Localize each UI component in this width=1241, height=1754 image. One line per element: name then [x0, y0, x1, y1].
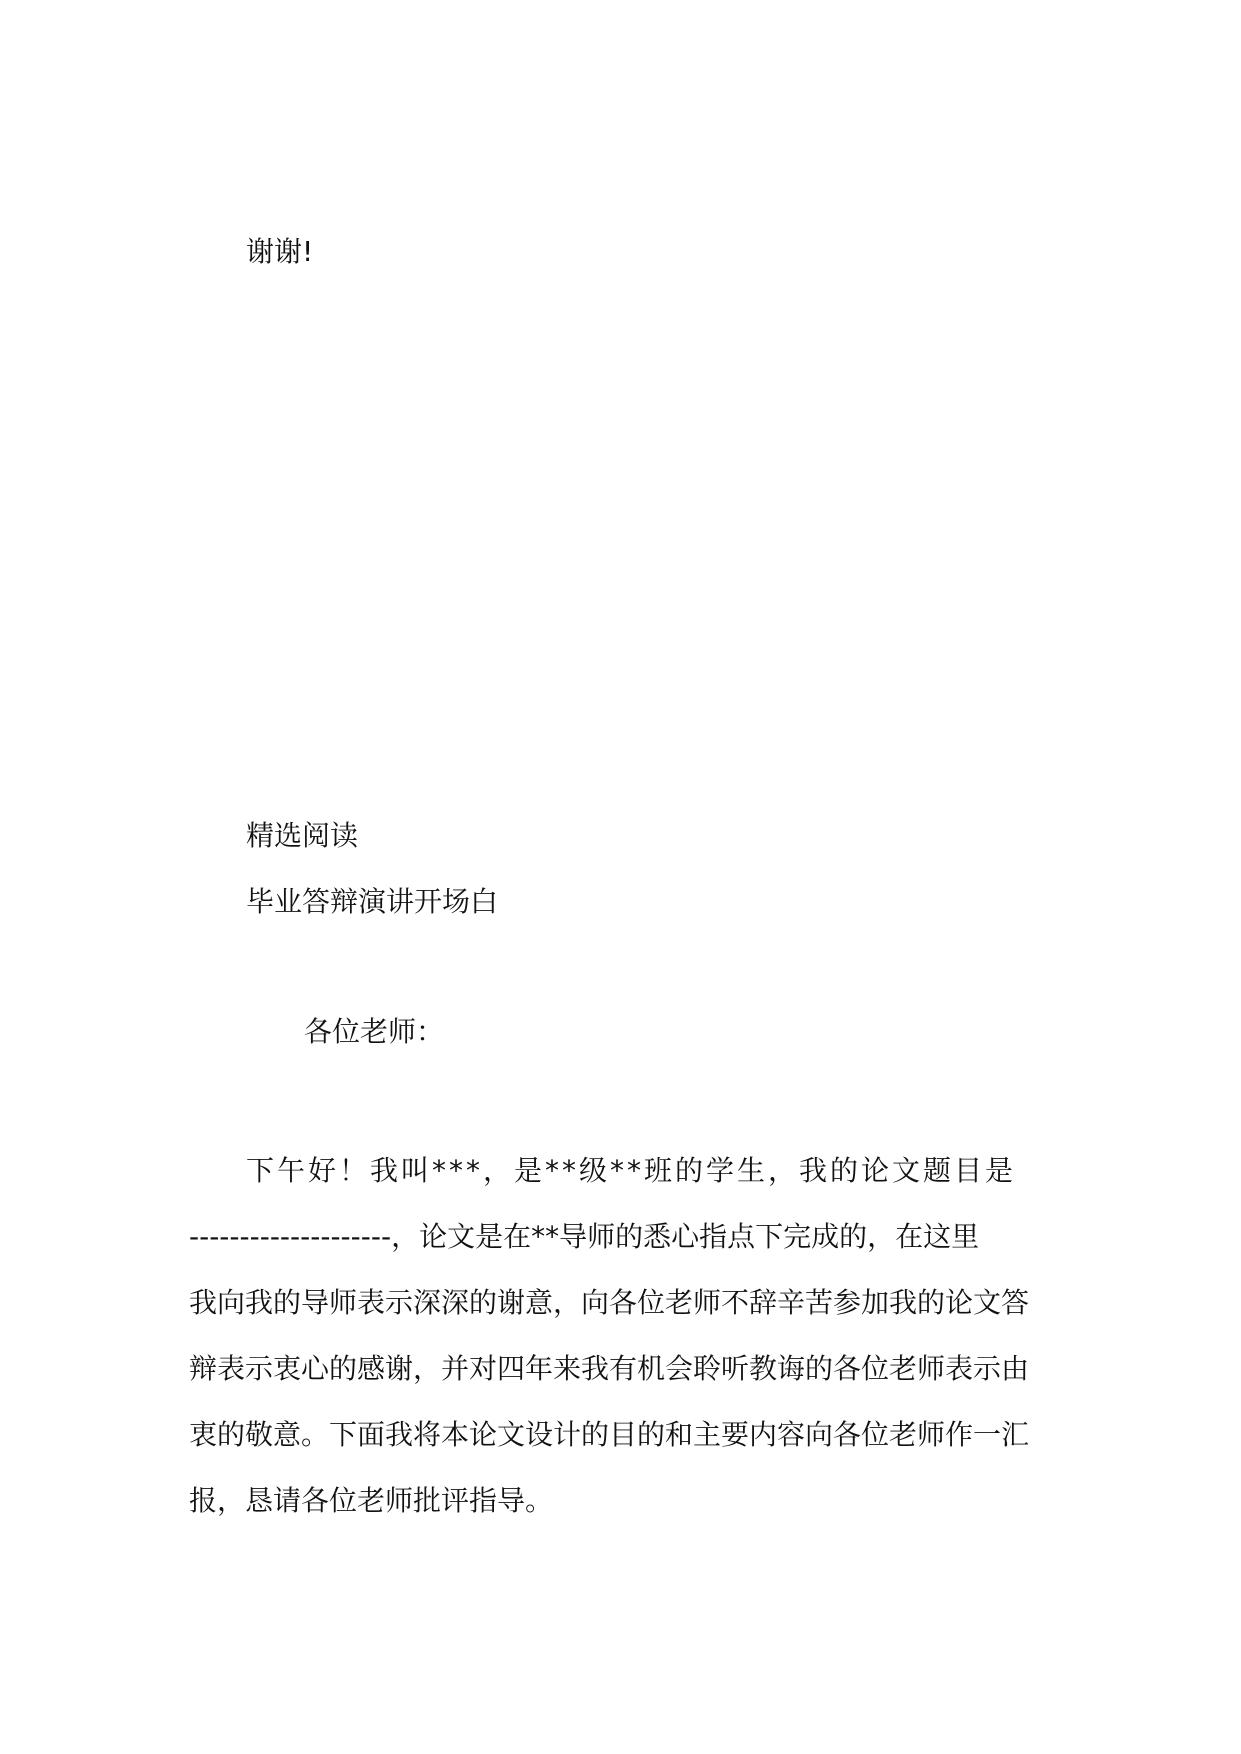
article-title: 毕业答辩演讲开场白	[246, 885, 499, 918]
thanks-text: 谢谢!	[246, 235, 314, 268]
section-title: 精选阅读	[246, 819, 359, 852]
body-paragraph	[189, 1138, 1055, 1534]
body-line-2: --------------------，论文是在**导师的悉心指点下完成的，在这里	[189, 1220, 980, 1253]
body-line-1: 下午好！我叫***，是**级**班的学生，我的论文题目是	[246, 1154, 1017, 1187]
body-line-4: 辩表示衷心的感谢，并对四年来我有机会聆听教诲的各位老师表示由	[189, 1352, 1030, 1385]
body-line-6: 报，恳请各位老师批评指导。	[189, 1484, 554, 1517]
body-line-3: 我向我的导师表示深深的谢意，向各位老师不辞辛苦参加我的论文答	[189, 1286, 1030, 1319]
salutation: 各位老师：	[304, 1015, 445, 1048]
body-line-5: 衷的敬意。下面我将本论文设计的目的和主要内容向各位老师作一汇	[189, 1418, 1030, 1451]
